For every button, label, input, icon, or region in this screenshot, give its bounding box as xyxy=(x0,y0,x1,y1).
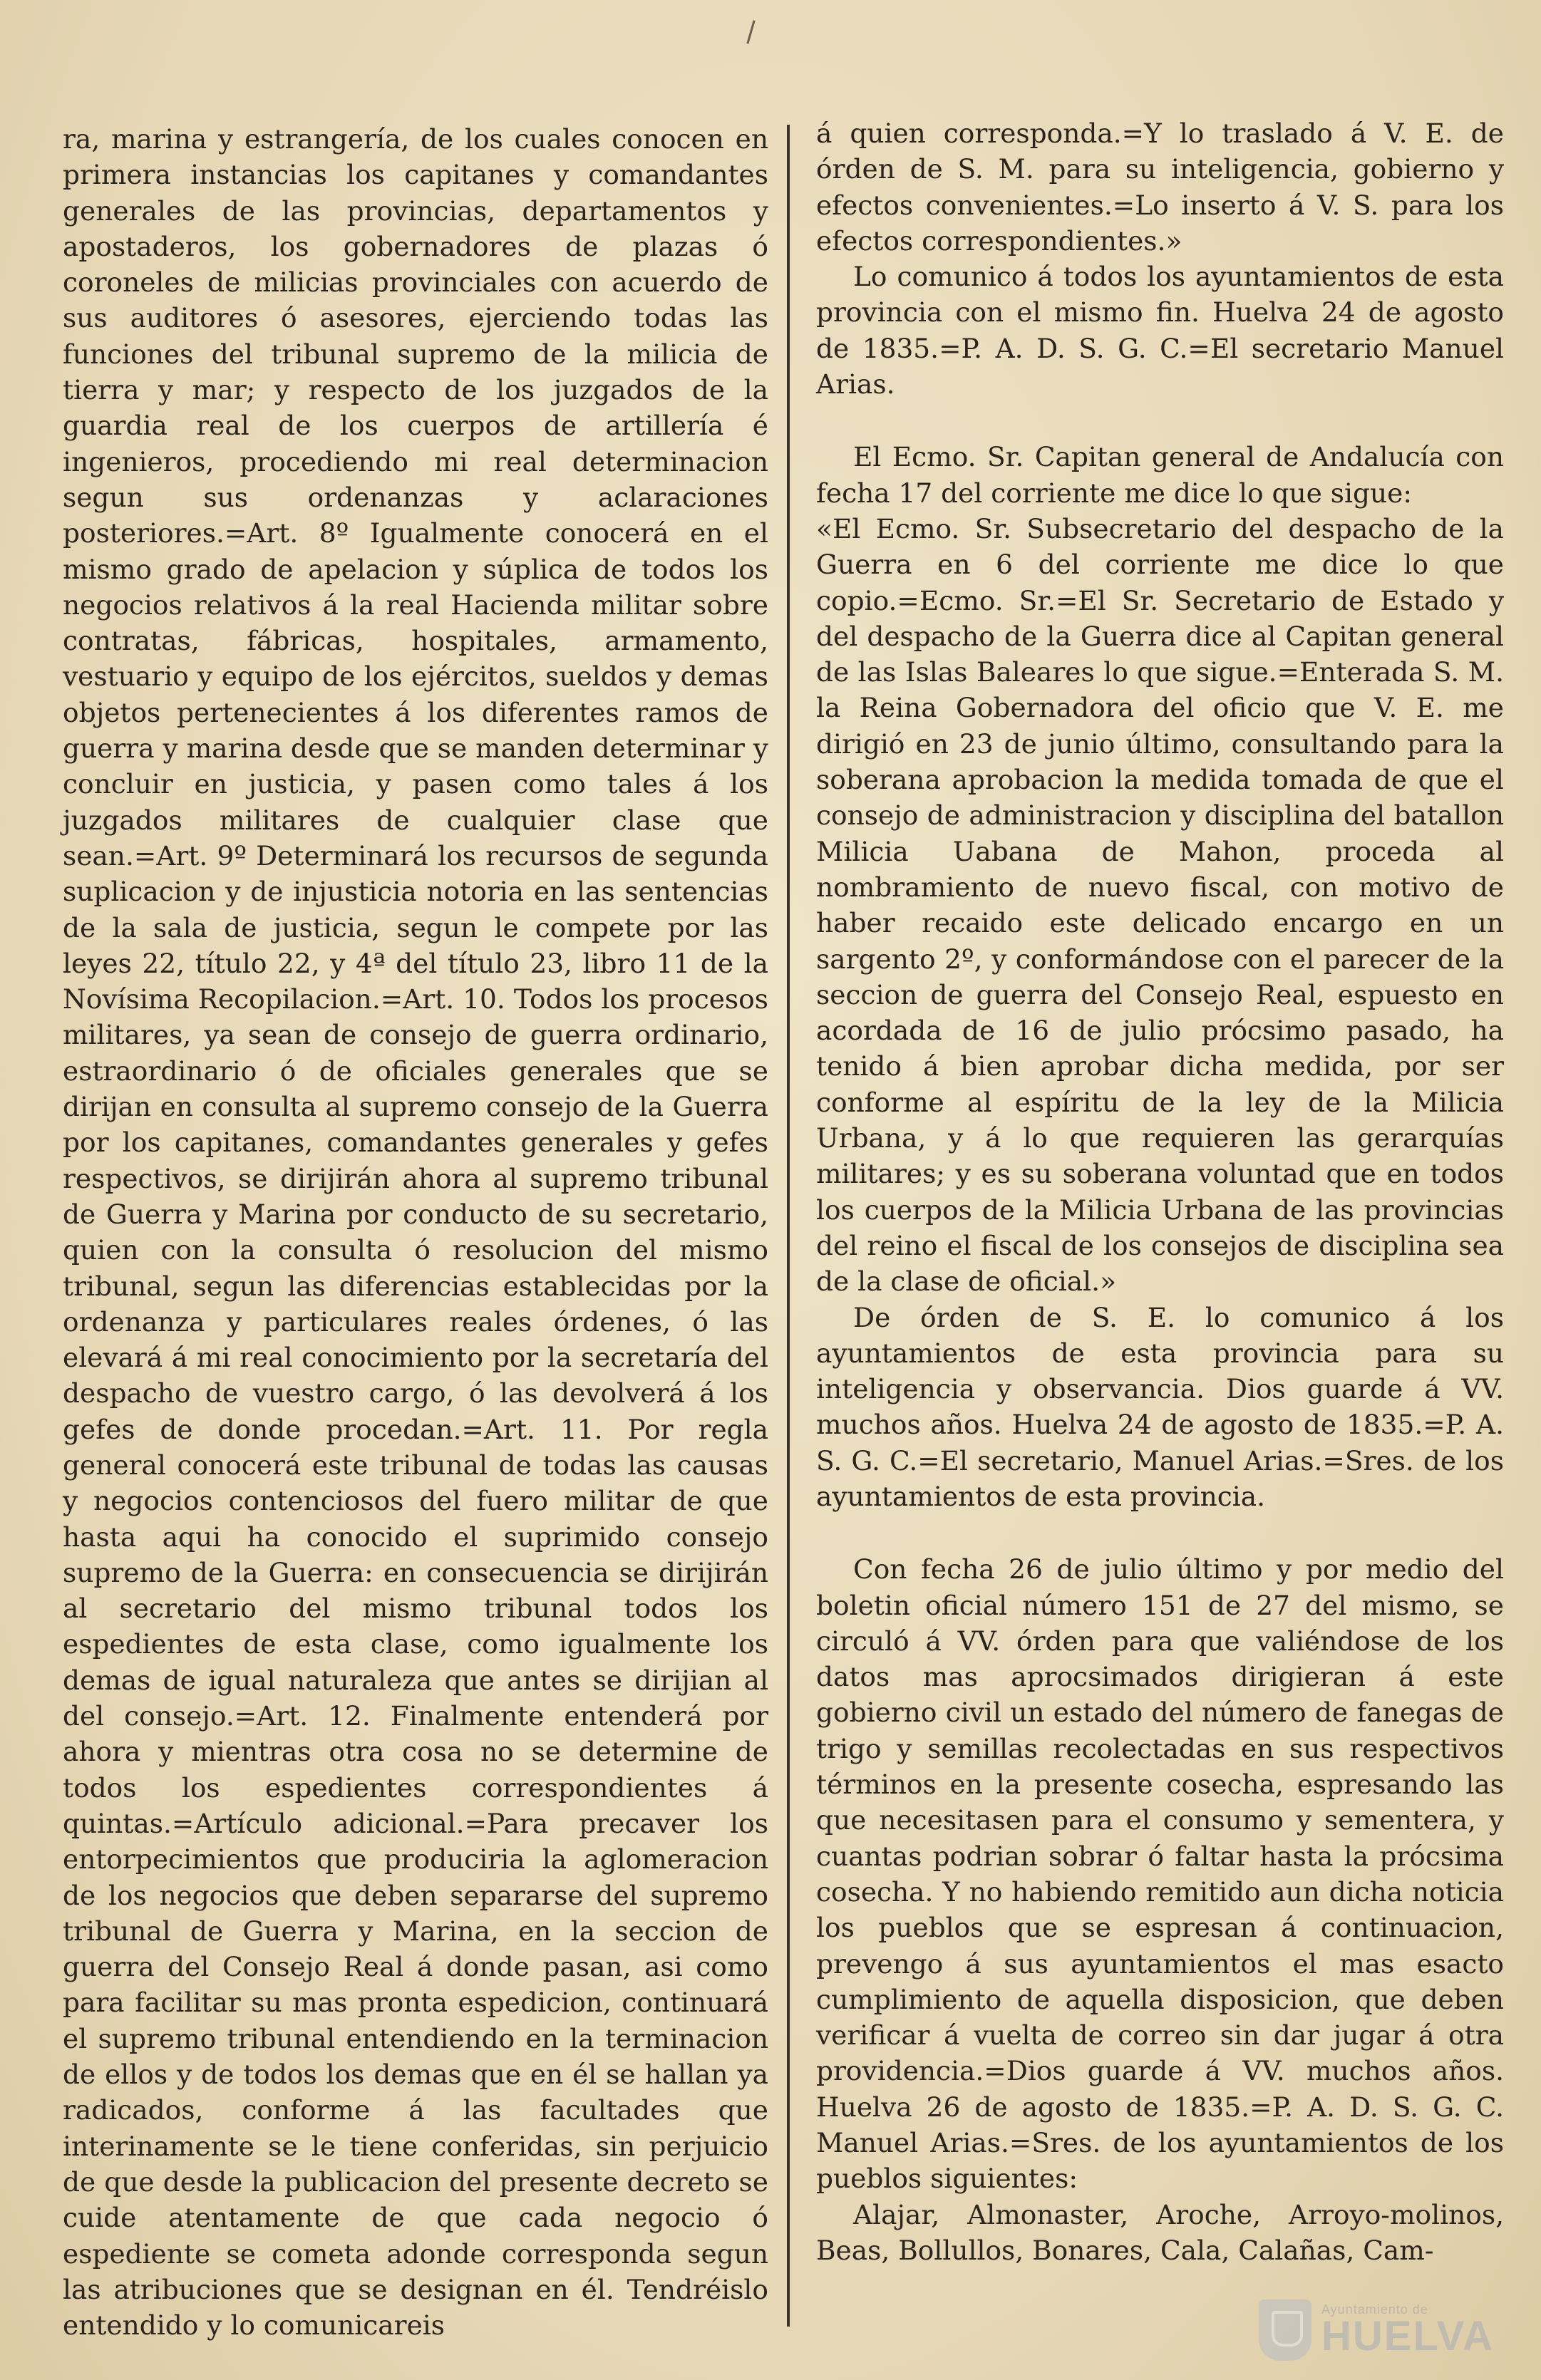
left-column xyxy=(63,121,768,2343)
huelva-watermark xyxy=(1259,2294,1515,2366)
column-divider xyxy=(787,125,790,2327)
left-paragraph: ra, marina y estrangería, de los cuales conocen en primera instancias los capitanes y comandantes generales de las provincias, departamentos y apostaderos, los gobernadores de plazas ó coroneles de milicias provinciales con acuerdo de sus auditores ó asesores, ejerciendo todas las funciones del tribunal supremo de la milicia de tierra y mar; y respecto de los juzgados de la guardia real de los cuerpos de artillería é ingenieros, procediendo mi real determinacion segun sus ordenanzas y aclaraciones posteriores.=Art. 8º Igualmente conocerá en el mismo grado de apelacion y súplica de todos los negocios relativos á la real Hacienda militar sobre contratas, fábricas, hospitales, armamento, vestuario y equipo de los ejércitos, sueldos y demas objetos pertenecientes á los diferentes ramos de guerra y marina desde que se manden determinar y concluir en justicia, y pasen como tales á los juzgados militares de cualquier clase que sean.=Art. 9º Determinará los recursos de segunda suplicacion y de injusticia notoria en las sentencias de la sala de justicia, segun le compete por las leyes 22, título 22, y 4ª del título 23, libro 11 de la Novísima Recopilacion.=Art. 10. Todos los procesos militares, ya sean de consejo de guerra ordinario, estraordinario ó de oficiales generales que se dirijan en consulta al supremo consejo de la Guerra por los capitanes, comandantes generales y gefes respectivos, se dirijirán ahora al supremo tribunal de Guerra y Marina por conducto de su secretario, quien con la consulta ó resolucion del mismo tribunal, segun las diferencias establecidas por la ordenanza y particulares reales órdenes, ó las elevará á mi real conocimiento por la secretaría del despacho de vuestro cargo, ó las devolverá á los gefes de donde procedan.=Art. 11. Por regla general conocerá este tribunal de todas las causas y negocios contenciosos del fuero militar de que hasta aqui ha conocido el suprimido consejo supremo de la Guerra: en consecuencia se dirijirán al secretario del mismo tribunal todos los espedientes de esta clase, como igualmente los demas de igual naturaleza que antes se dirijian al del consejo.=Art. 12. Finalmente entenderá por ahora y mientras otra cosa no se determine de todos los espedientes correspondientes á quintas.=Artículo adicional.=Para precaver los entorpecimientos que produciria la aglomeracion de los negocios que deben separarse del supremo tribunal de Guerra y Marina, en la seccion de guerra del Consejo Real á donde pasan, asi como para facilitar su mas pronta espedicion, continuará el supremo tribunal entendiendo en la terminacion de ellos y de todos los demas que en él se hallan ya radicados, conforme á las facultades que interinamente se le tiene conferidas, sin perjuicio de que desde la publicacion del presente decreto se cuide atentamente de que cada negocio ó espediente se cometa adonde corresponda segun las atribuciones que se designan en él. Tendréislo entendido y lo comunicareis xyxy=(63,123,768,2342)
right-block3-town-list: Alajar, Almonaster, Aroche, Arroyo-molinos, Beas, Bollullos, Bonares, Cala, Calañas, Cam- xyxy=(816,2198,1504,2266)
shield-icon xyxy=(1259,2299,1311,2361)
watermark-text xyxy=(1321,2303,1494,2357)
block-gap xyxy=(816,1514,1504,1551)
right-block1-paragraph-2: Lo comunico á todos los ayuntamientos de esta provincia con el mismo fin. Huelva 24 de agosto de 1835.=P. A. D. S. G. C.=El secretario Manuel Arias. xyxy=(816,261,1504,400)
right-block2-paragraph-3: De órden de S. E. lo comunico á los ayuntamientos de esta provincia para su inteligencia y observancia. Dios guarde á VV. muchos años. Huelva 24 de agosto de 1835.=P. A. S. G. C.=El secretario, Manuel Arias.=Sres. de los ayuntamientos de esta provincia. xyxy=(816,1301,1504,1512)
block-gap xyxy=(816,402,1504,439)
right-block2-paragraph-2: «El Ecmo. Sr. Subsecretario del despacho de la Guerra en 6 del corriente me dice lo que copio.=Ecmo. Sr.=El Sr. Secretario de Estado y del despacho de la Guerra dice al Capitan general de las Islas Baleares lo que sigue.=Enterada S. M. la Reina Gobernadora del oficio que V. E. me dirigió en 23 de junio último, consultando para la soberana aprobacion la medida tomada de que el consejo de administracion y disciplina del batallon Milicia Uabana de Mahon, proceda al nombramiento de nuevo fiscal, con motivo de haber recaido este delicado encargo en un sargento 2º, y conformándose con el parecer de la seccion de guerra del Consejo Real, espuesto en acordada de 16 de julio prócsimo pasado, ha tenido á bien aprobar dicha medida, por ser conforme al espíritu de la ley de la Milicia Urbana, y á lo que requieren las gerarquías militares; y es su soberana voluntad que en todos los cuerpos de la Milicia Urbana de las provincias del reino el fiscal de los consejos de disciplina sea de la clase de oficial.» xyxy=(816,512,1504,1298)
page-corner-mark xyxy=(746,20,755,44)
right-block2-paragraph-1: El Ecmo. Sr. Capitan general de Andalucía con fecha 17 del corriente me dice lo que sigue: xyxy=(816,441,1504,509)
right-column xyxy=(816,115,1504,2268)
watermark-small-text: Ayuntamiento de xyxy=(1321,2302,1428,2317)
watermark-big-text: HUELVA xyxy=(1321,2313,1494,2359)
right-block1-paragraph-1: á quien corresponda.=Y lo traslado á V. E. de órden de S. M. para su inteligencia, gobierno y efectos convenientes.=Lo inserto á V. S. para los efectos correspondientes.» xyxy=(816,118,1504,257)
right-block3-paragraph-1: Con fecha 26 de julio último y por medio del boletin oficial número 151 de 27 del mismo, se circuló á VV. órden para que valiéndose de los datos mas aprocsimados dirigieran á este gobierno civil un estado del número de fanegas de trigo y semillas recolectadas en sus respectivos términos en la presente cosecha, espresando las que necesitasen para el consumo y sementera, y cuantas podrian sobrar ó faltar hasta la prócsima cosecha. Y no habiendo remitido aun dicha noticia los pueblos que se espresan á continuacion, prevengo á sus ayuntamientos el mas esacto cumplimiento de aquella disposicion, que deben verificar á vuelta de correo sin dar jugar á otra providencia.=Dios guarde á VV. muchos años. Huelva 26 de agosto de 1835.=P. A. D. S. G. C. Manuel Arias.=Sres. de los ayuntamientos de los pueblos siguientes: xyxy=(816,1553,1504,2195)
